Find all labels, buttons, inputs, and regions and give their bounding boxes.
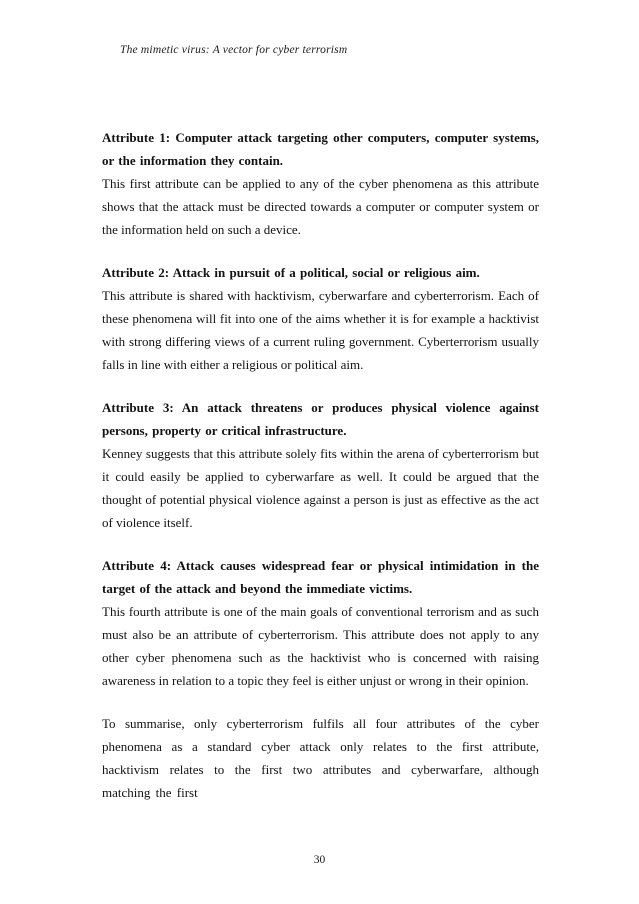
attribute-4-heading: Attribute 4: Attack causes widespread fear or physical intimidation in the target of the attack and beyond the immediate victims. (102, 558, 539, 596)
attribute-4-body: This fourth attribute is one of the main goals of conventional terrorism and as such must also be an attribute of cyberterrorism. This attribute does not apply to any other cyber phenomena such as the hacktivist who is concerned with raising awareness in relation to a topic they feel is either unjust or wrong in their opinion. (102, 604, 539, 688)
page-number: 30 (313, 854, 326, 866)
attribute-2-body: This attribute is shared with hacktivism, cyberwarfare and cyberterrorism. Each of these phenomena will fit into one of the aims whether it is for example a hacktivist with strong differing views of a current ruling government. Cyberterrorism usually falls in line with either a religious or political aim. (102, 288, 539, 372)
attribute-1-body: This first attribute can be applied to any of the cyber phenomena as this attribute shows that the attack must be directed towards a computer or computer system or the information held on such a device. (102, 176, 539, 237)
attribute-3-body: Kenney suggests that this attribute solely fits within the arena of cyberterrorism but it could easily be applied to cyberwarfare as well. It could be argued that the thought of potential physical violence against a person is just as effective as the act of violence itself. (102, 446, 539, 530)
attribute-1-section (102, 126, 539, 241)
attribute-2-heading: Attribute 2: Attack in pursuit of a political, social or religious aim. (102, 265, 480, 280)
closing-paragraph: To summarise, only cyberterrorism fulfils all four attributes of the cyber phenomena as a standard cyber attack only relates to the first attribute, hacktivism relates to the first two attributes and cyberwarfare, although matching the first (102, 716, 539, 800)
closing-section (102, 712, 539, 804)
page-body (102, 126, 539, 804)
attribute-3-section (102, 396, 539, 534)
attribute-4-section (102, 554, 539, 692)
attribute-2-section (102, 261, 539, 376)
attribute-3-heading: Attribute 3: An attack threatens or produces physical violence against persons, property or critical infrastructure. (102, 400, 539, 438)
attribute-1-heading: Attribute 1: Computer attack targeting other computers, computer systems, or the information they contain. (102, 130, 539, 168)
running-header: The mimetic virus: A vector for cyber terrorism (120, 44, 348, 56)
